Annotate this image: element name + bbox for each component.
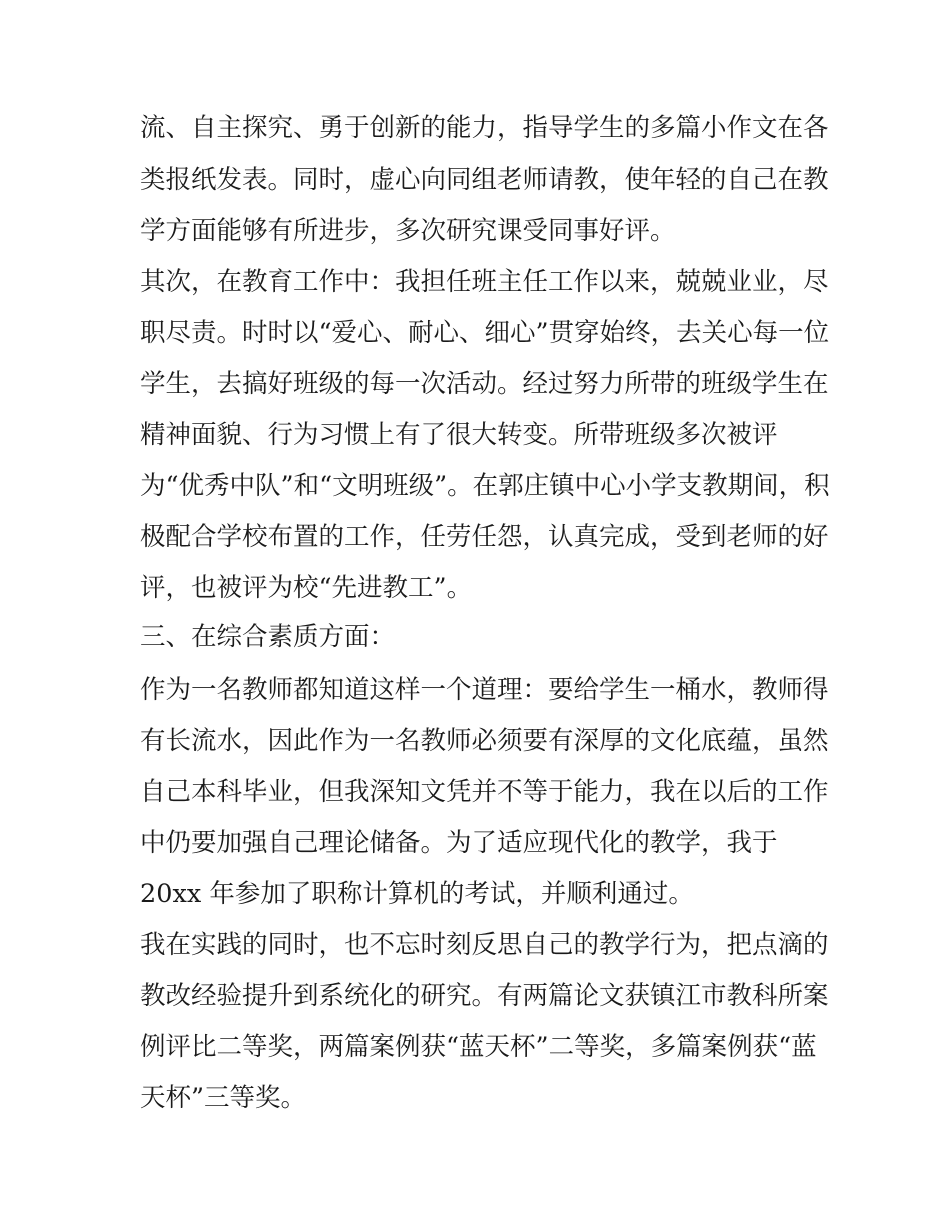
section-heading: 三、在综合素质方面： [140, 622, 396, 652]
text-line: 我在实践的同时，也不忘时刻反思自己的教学行为，把点滴的 [140, 930, 829, 960]
text-line: 学生，去搞好班级的每一次活动。经过努力所带的班级学生在 [140, 369, 829, 399]
text-line: 流、自主探究、勇于创新的能力，指导学生的多篇小作文在各 [140, 113, 829, 143]
text-line: 例评比二等奖，两篇案例获“蓝天杯”二等奖，多篇案例获“蓝 [140, 1032, 817, 1062]
text-line: 作为一名教师都知道这样一个道理：要给学生一桶水，教师得 [140, 675, 829, 705]
text-line: 精神面貌、行为习惯上有了很大转变。所带班级多次被评 [140, 420, 778, 450]
text-line: 中仍要加强自己理论储备。为了适应现代化的教学，我于 [140, 828, 778, 858]
text-line: 其次，在教育工作中：我担任班主任工作以来，兢兢业业，尽 [140, 267, 829, 297]
text-line: 评，也被评为校“先进教工”。 [140, 573, 473, 603]
text-line: 自己本科毕业，但我深知文凭并不等于能力，我在以后的工作 [140, 777, 829, 807]
text-line: 类报纸发表。同时，虚心向同组老师请教，使年轻的自己在教 [140, 165, 829, 195]
text-line: 职尽责。时时以“爱心、耐心、细心”贯穿始终，去关心每一位 [140, 318, 830, 348]
text-line: 学方面能够有所进步，多次研究课受同事好评。 [140, 216, 676, 246]
text-line: 有长流水，因此作为一名教师必须要有深厚的文化底蕴，虽然 [140, 726, 829, 756]
text-line: 极配合学校布置的工作，任劳任怨，认真完成，受到老师的好 [140, 522, 829, 552]
text-line: 教改经验提升到系统化的研究。有两篇论文获镇江市教科所案 [140, 981, 829, 1011]
text-line: 天杯”三等奖。 [140, 1083, 307, 1113]
text-line: 为“优秀中队”和“文明班级”。在郭庄镇中心小学支教期间，积 [140, 471, 830, 501]
text-line: 20xx 年参加了职称计算机的考试，并顺利通过。 [140, 879, 694, 909]
